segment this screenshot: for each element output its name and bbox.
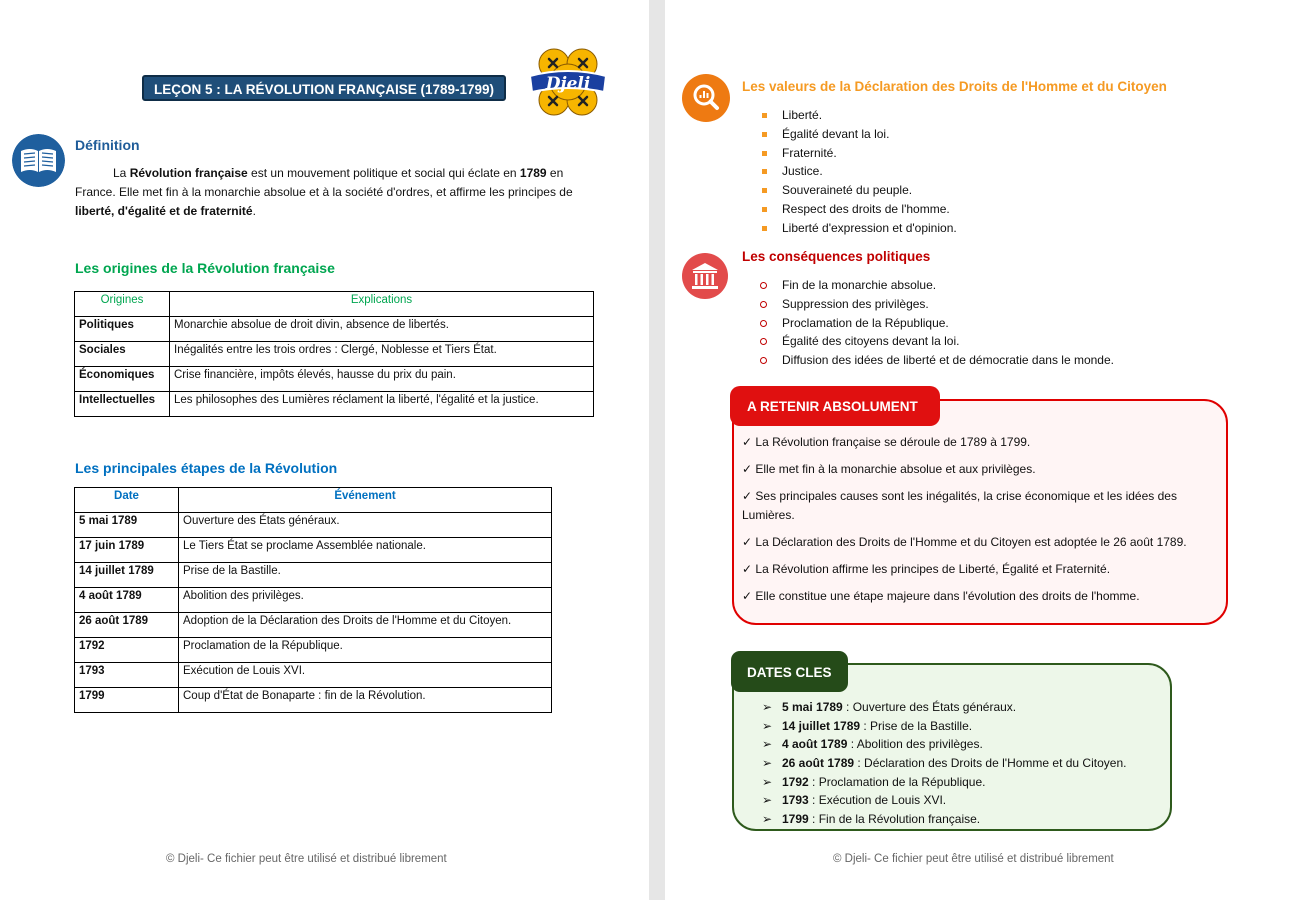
definition-text: La Révolution française est un mouvement politique et social qui éclate en 1789 en France. Elle met fin à la monarchie absolue et à la société d'ordres, et affirme les principes de liberté, d'égalité et de fraternité. bbox=[75, 166, 573, 218]
table-row bbox=[75, 392, 594, 417]
list-item: Diffusion des idées de liberté et de démocratie dans le monde. bbox=[762, 351, 1114, 370]
step-date: 17 juin 1789 bbox=[75, 538, 179, 563]
table-row bbox=[75, 638, 552, 663]
list-item: ✓ La Révolution affirme les principes de Liberté, Égalité et Fraternité. bbox=[742, 562, 1111, 576]
list-item: Proclamation de la République. bbox=[762, 314, 1114, 333]
origin-explanation: Crise financière, impôts élevés, hausse du prix du pain. bbox=[170, 367, 594, 392]
retenir-list bbox=[742, 433, 1220, 614]
table-row bbox=[75, 663, 552, 688]
step-event: Le Tiers État se proclame Assemblée nationale. bbox=[179, 538, 552, 563]
consequences-heading: Les conséquences politiques bbox=[742, 249, 931, 264]
step-event: Adoption de la Déclaration des Droits de l'Homme et du Citoyen. bbox=[179, 613, 552, 638]
page-2 bbox=[665, 0, 1316, 900]
consequences-list bbox=[762, 276, 1114, 370]
step-date: 1793 bbox=[75, 663, 179, 688]
step-event: Exécution de Louis XVI. bbox=[179, 663, 552, 688]
steps-table bbox=[74, 487, 552, 713]
steps-heading: Les principales étapes de la Révolution bbox=[75, 460, 338, 476]
origins-heading: Les origines de la Révolution française bbox=[75, 260, 335, 276]
table-row bbox=[75, 513, 552, 538]
list-item: ✓ La Déclaration des Droits de l'Homme et du Citoyen est adoptée le 26 août 1789. bbox=[742, 535, 1187, 549]
origin-type: Sociales bbox=[75, 342, 170, 367]
column-header: Date bbox=[75, 488, 179, 513]
table-header-row bbox=[75, 488, 552, 513]
list-item: ➢ 4 août 1789 : Abolition des privilèges. bbox=[762, 735, 1126, 754]
origin-explanation: Inégalités entre les trois ordres : Clergé, Noblesse et Tiers État. bbox=[170, 342, 594, 367]
step-event: Proclamation de la République. bbox=[179, 638, 552, 663]
table-row bbox=[75, 588, 552, 613]
list-item: ➢ 5 mai 1789 : Ouverture des États généraux. bbox=[762, 698, 1126, 717]
dates-list bbox=[762, 698, 1126, 829]
table-row bbox=[75, 538, 552, 563]
step-date: 4 août 1789 bbox=[75, 588, 179, 613]
table-row bbox=[75, 317, 594, 342]
retenir-title: A RETENIR ABSOLUMENT bbox=[730, 386, 940, 426]
page-footer: © Djeli- Ce fichier peut être utilisé et distribué librement bbox=[166, 853, 447, 865]
origin-type: Politiques bbox=[75, 317, 170, 342]
list-item: Liberté. bbox=[762, 106, 957, 125]
list-item: ➢ 14 juillet 1789 : Prise de la Bastille. bbox=[762, 717, 1126, 736]
list-item: Égalité devant la loi. bbox=[762, 125, 957, 144]
origin-explanation: Les philosophes des Lumières réclament la liberté, l'égalité et la justice. bbox=[170, 392, 594, 417]
step-date: 1799 bbox=[75, 688, 179, 713]
column-header: Origines bbox=[75, 292, 170, 317]
institution-icon bbox=[682, 253, 728, 299]
table-header-row bbox=[75, 292, 594, 317]
origin-type: Économiques bbox=[75, 367, 170, 392]
step-date: 5 mai 1789 bbox=[75, 513, 179, 538]
list-item: ➢ 1793 : Exécution de Louis XVI. bbox=[762, 791, 1126, 810]
table-row bbox=[75, 688, 552, 713]
column-header: Explications bbox=[170, 292, 594, 317]
list-item: Égalité des citoyens devant la loi. bbox=[762, 332, 1114, 351]
table-row bbox=[75, 367, 594, 392]
djeli-logo bbox=[524, 44, 612, 120]
page-1 bbox=[0, 0, 649, 900]
step-event: Prise de la Bastille. bbox=[179, 563, 552, 588]
definition-heading: Définition bbox=[75, 137, 140, 153]
list-item: Justice. bbox=[762, 162, 957, 181]
dates-title: DATES CLES bbox=[731, 651, 848, 692]
origin-type: Intellectuelles bbox=[75, 392, 170, 417]
list-item: Fin de la monarchie absolue. bbox=[762, 276, 1114, 295]
step-date: 14 juillet 1789 bbox=[75, 563, 179, 588]
step-date: 1792 bbox=[75, 638, 179, 663]
list-item: ➢ 1792 : Proclamation de la République. bbox=[762, 773, 1126, 792]
values-heading: Les valeurs de la Déclaration des Droits de l'Homme et du Citoyen bbox=[742, 79, 1167, 94]
list-item: ➢ 26 août 1789 : Déclaration des Droits de l'Homme et du Citoyen. bbox=[762, 754, 1126, 773]
list-item: Respect des droits de l'homme. bbox=[762, 200, 957, 219]
values-list bbox=[762, 106, 957, 238]
list-item: ✓ Ses principales causes sont les inégalités, la crise économique et les idées des Lumières. bbox=[742, 489, 1177, 522]
table-row bbox=[75, 342, 594, 367]
step-event: Ouverture des États généraux. bbox=[179, 513, 552, 538]
open-book-icon bbox=[12, 134, 65, 187]
magnifier-chart-icon bbox=[682, 74, 730, 122]
logo-text: Djeli bbox=[545, 74, 591, 94]
list-item: Suppression des privilèges. bbox=[762, 295, 1114, 314]
list-item: ✓ La Révolution française se déroule de 1789 à 1799. bbox=[742, 435, 1031, 449]
table-row bbox=[75, 613, 552, 638]
list-item: ➢ 1799 : Fin de la Révolution française. bbox=[762, 810, 1126, 829]
list-item: Fraternité. bbox=[762, 144, 957, 163]
column-header: Événement bbox=[179, 488, 552, 513]
page-footer: © Djeli- Ce fichier peut être utilisé et distribué librement bbox=[833, 853, 1114, 865]
list-item: Souveraineté du peuple. bbox=[762, 181, 957, 200]
step-event: Coup d'État de Bonaparte : fin de la Révolution. bbox=[179, 688, 552, 713]
origin-explanation: Monarchie absolue de droit divin, absence de libertés. bbox=[170, 317, 594, 342]
list-item: Liberté d'expression et d'opinion. bbox=[762, 219, 957, 238]
list-item: ✓ Elle met fin à la monarchie absolue et aux privilèges. bbox=[742, 462, 1036, 476]
origins-table bbox=[74, 291, 594, 417]
table-row bbox=[75, 563, 552, 588]
step-event: Abolition des privilèges. bbox=[179, 588, 552, 613]
lesson-title: LEÇON 5 : LA RÉVOLUTION FRANÇAISE (1789-1799) bbox=[142, 75, 506, 101]
step-date: 26 août 1789 bbox=[75, 613, 179, 638]
list-item: ✓ Elle constitue une étape majeure dans l'évolution des droits de l'homme. bbox=[742, 589, 1140, 603]
